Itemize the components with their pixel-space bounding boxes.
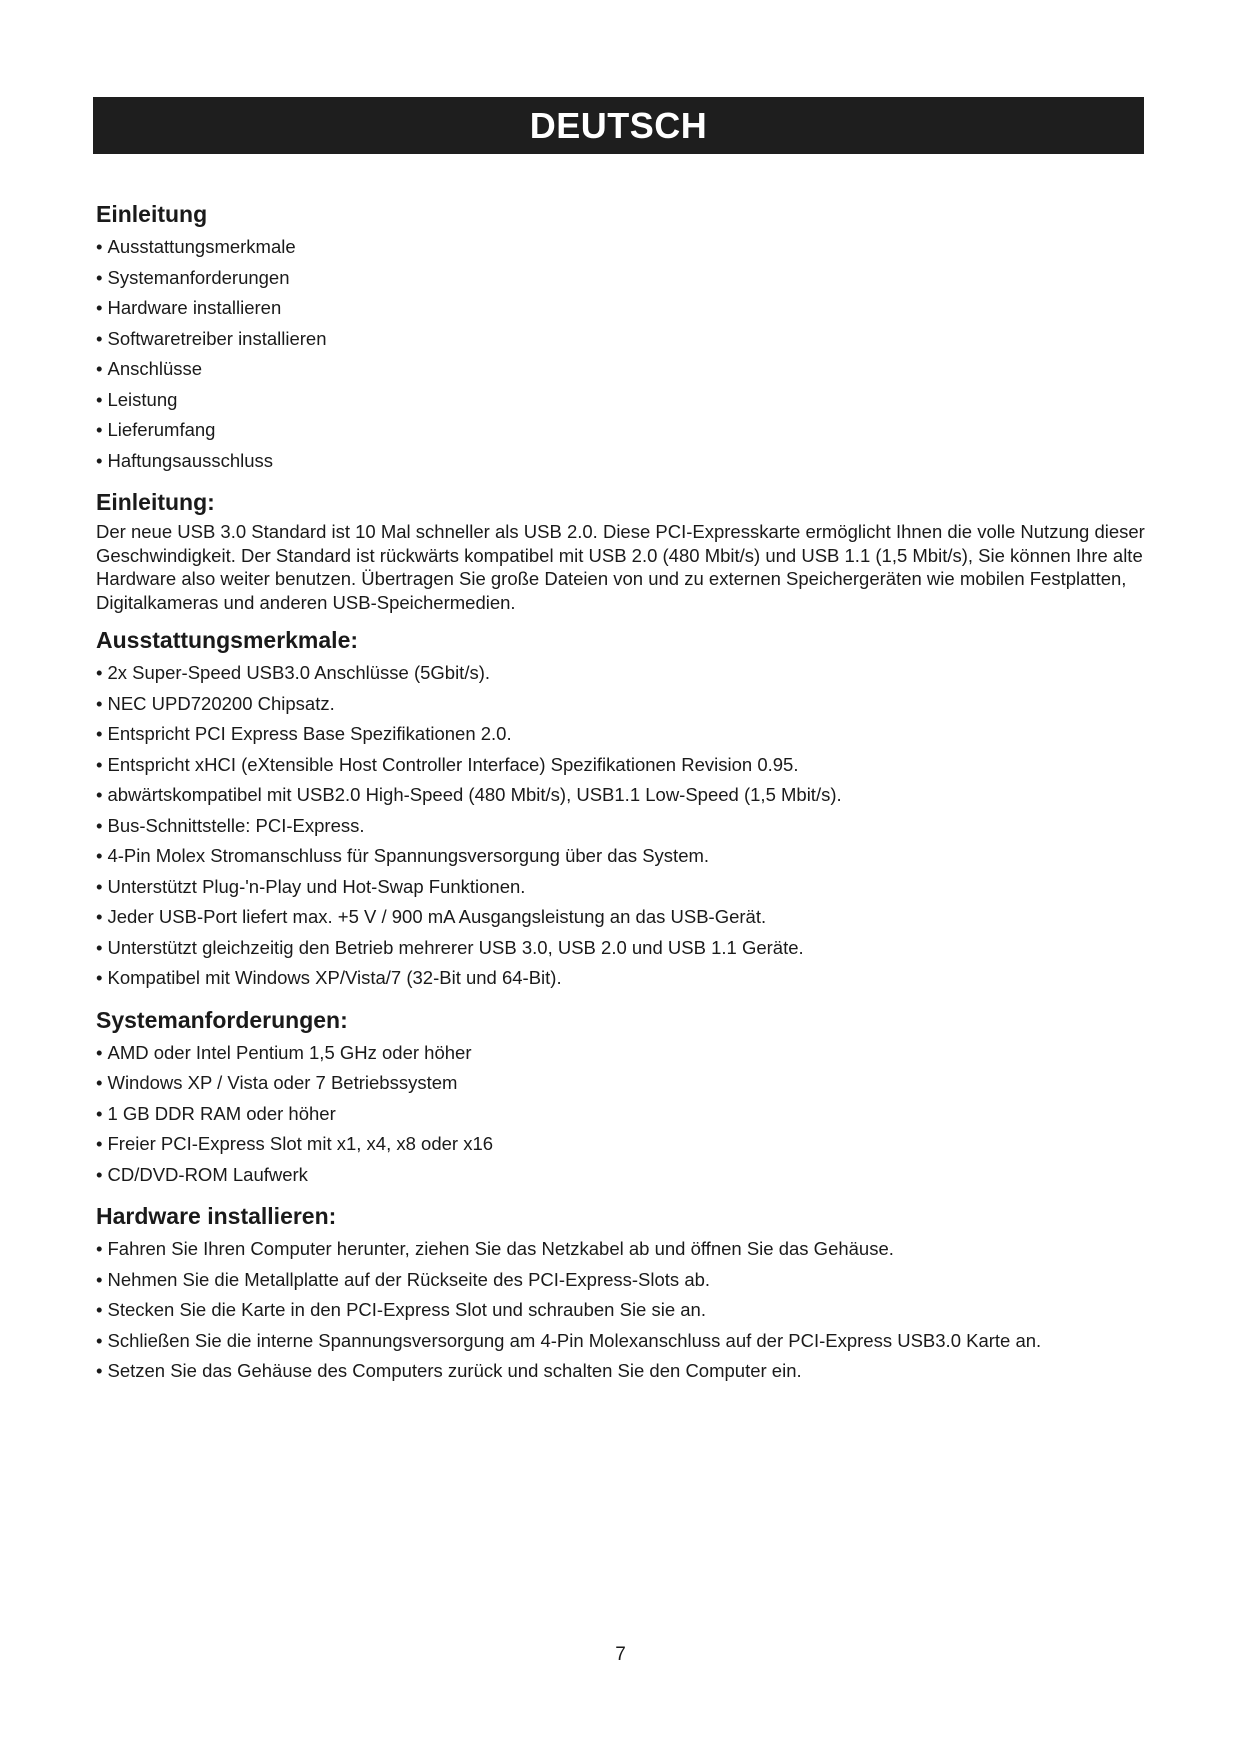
list-item: • Entspricht PCI Express Base Spezifikationen 2.0. [96,719,1146,750]
requirements-list [96,1038,1146,1191]
hardware-section [96,1198,1146,1387]
list-item: • Nehmen Sie die Metallplatte auf der Rückseite des PCI-Express-Slots ab. [96,1265,1146,1296]
list-item: • Unterstützt Plug-'n-Play und Hot-Swap Funktionen. [96,872,1146,903]
list-item: • Lieferumfang [96,415,1146,446]
requirements-heading: Systemanforderungen: [96,1006,348,1033]
list-item: • Systemanforderungen [96,263,1146,294]
banner-title: DEUTSCH [529,104,708,146]
list-item: • Kompatibel mit Windows XP/Vista/7 (32-Bit und 64-Bit). [96,963,1146,994]
toc-list [96,232,1146,476]
list-item: • 1 GB DDR RAM oder höher [96,1099,1146,1130]
features-list [96,658,1146,994]
list-item: • NEC UPD720200 Chipsatz. [96,689,1146,720]
language-banner [93,97,1144,154]
features-heading: Ausstattungsmerkmale: [96,627,359,653]
list-item: • Bus-Schnittstelle: PCI-Express. [96,811,1146,842]
requirements-section [96,1002,1146,1191]
list-item: • Setzen Sie das Gehäuse des Computers zurück und schalten Sie den Computer ein. [96,1356,1146,1387]
list-item: • Fahren Sie Ihren Computer herunter, ziehen Sie das Netzkabel ab und öffnen Sie das Gehäuse. [96,1234,1146,1265]
list-item: • abwärtskompatibel mit USB2.0 High-Speed (480 Mbit/s), USB1.1 Low-Speed (1,5 Mbit/s). [96,780,1146,811]
list-item: • Hardware installieren [96,293,1146,324]
toc-section [96,196,1146,476]
list-item: • Softwaretreiber installieren [96,324,1146,355]
list-item: • CD/DVD-ROM Laufwerk [96,1160,1146,1191]
toc-heading: Einleitung [96,201,208,227]
hardware-heading: Hardware installieren: [96,1203,337,1229]
list-item: • Entspricht xHCI (eXtensible Host Controller Interface) Spezifikationen Revision 0.95. [96,750,1146,781]
intro-section [96,484,1146,614]
page-number: 7 [615,1644,626,1665]
list-item: • Anschlüsse [96,354,1146,385]
intro-paragraph: Der neue USB 3.0 Standard ist 10 Mal schneller als USB 2.0. Diese PCI-Expresskarte ermöglicht Ihnen die volle Nutzung dieser Geschwindigkeit. Der Standard ist rückwärts kompatibel mit USB 2.0 (480 Mbit/s) und USB 1.1 (1,5 Mbit/s), Sie können Ihre alte Hardware also weiter benutzen. Übertragen Sie große Dateien von und zu externen Speichergeräten wie mobilen Festplatten, Digitalkameras und anderen USB-Speichermedien. [96,521,1145,613]
features-section [96,622,1146,994]
list-item: • Schließen Sie die interne Spannungsversorgung am 4-Pin Molexanschluss auf der PCI-Express USB3.0 Karte an. [96,1326,1146,1357]
list-item: • AMD oder Intel Pentium 1,5 GHz oder höher [96,1038,1146,1069]
list-item: • Freier PCI-Express Slot mit x1, x4, x8 oder x16 [96,1129,1146,1160]
list-item: • Stecken Sie die Karte in den PCI-Express Slot und schrauben Sie sie an. [96,1295,1146,1326]
list-item: • Haftungsausschluss [96,446,1146,477]
document-body [96,196,1146,1391]
list-item: • Windows XP / Vista oder 7 Betriebssystem [96,1068,1146,1099]
list-item: • 2x Super-Speed USB3.0 Anschlüsse (5Gbit/s). [96,658,1146,689]
list-item: • Unterstützt gleichzeitig den Betrieb mehrerer USB 3.0, USB 2.0 und USB 1.1 Geräte. [96,933,1146,964]
list-item: • Jeder USB-Port liefert max. +5 V / 900 mA Ausgangsleistung an das USB-Gerät. [96,902,1146,933]
hardware-list [96,1234,1146,1387]
list-item: • 4-Pin Molex Stromanschluss für Spannungsversorgung über das System. [96,841,1146,872]
list-item: • Leistung [96,385,1146,416]
list-item: • Ausstattungsmerkmale [96,232,1146,263]
intro-heading: Einleitung: [96,489,215,515]
